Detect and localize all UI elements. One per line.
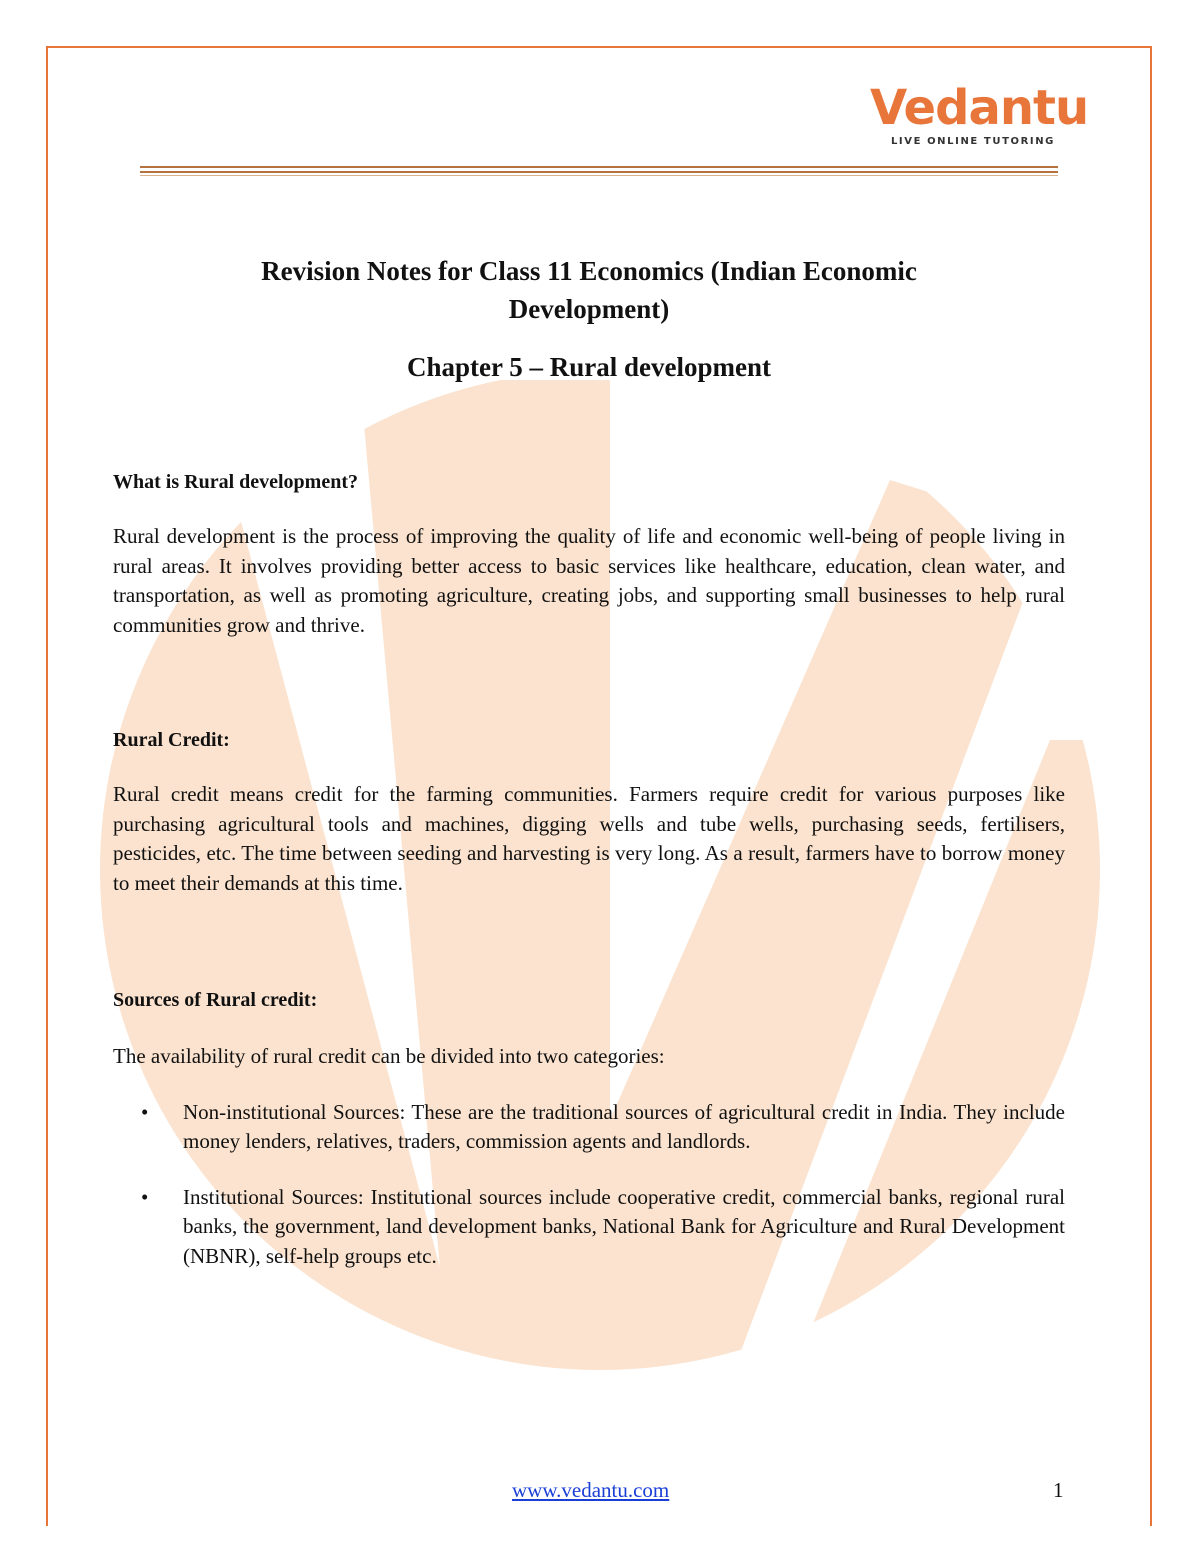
- section-body-rural-credit: Rural credit means credit for the farming communities. Farmers require credit for various purposes like purchasing agricultural tools and machines, digging wells and tube wells, purchasing seeds, fertilisers, pesticides, etc. The time between seeding and harvesting is very long. As a result, farmers have to borrow money to meet their demands at this time.: [113, 782, 1065, 895]
- list-item-text: Non-institutional Sources: These are the traditional sources of agricultural credit in India. They include money lenders, relatives, traders, commission agents and landlords.: [183, 1099, 1065, 1153]
- list-item: [113, 1098, 1065, 1157]
- section-heading-sources: Sources of Rural credit:: [113, 989, 318, 1011]
- vedantu-logo: [870, 80, 1089, 147]
- section-heading-rural-development: What is Rural development?: [113, 471, 358, 493]
- header-rule: [140, 166, 1058, 168]
- logo-wordmark: Vedantu: [870, 80, 1089, 136]
- sources-list: [113, 1098, 1065, 1272]
- chapter-title: Chapter 5 – Rural development: [407, 352, 771, 382]
- document-body: [113, 252, 1065, 1271]
- bullet-icon: •: [141, 1099, 149, 1124]
- header-rule: [140, 171, 1058, 173]
- header-rule: [140, 175, 1058, 176]
- bullet-icon: •: [141, 1184, 149, 1209]
- page-number: 1: [1053, 1478, 1064, 1502]
- logo-tagline: LIVE ONLINE TUTORING: [890, 136, 1055, 147]
- document-title: Revision Notes for Class 11 Economics (Indian Economic Development): [261, 256, 917, 324]
- section-body-rural-development: Rural development is the process of improving the quality of life and economic well-being of people living in rural areas. It involves providing better access to basic services like healthcare, education, clean water, and transportation, as well as promoting agriculture, creating jobs, and supporting small businesses to help rural communities grow and thrive.: [113, 524, 1065, 637]
- list-item: [113, 1183, 1065, 1272]
- section-intro-sources: The availability of rural credit can be divided into two categories:: [113, 1044, 665, 1068]
- list-item-text: Institutional Sources: Institutional sources include cooperative credit, commercial banks, regional rural banks, the government, land development banks, National Bank for Agriculture and Rural Development (NBNR), self-help groups etc.: [183, 1184, 1065, 1268]
- section-heading-rural-credit: Rural Credit:: [113, 729, 230, 751]
- footer-website-link[interactable]: www.vedantu.com: [512, 1478, 670, 1502]
